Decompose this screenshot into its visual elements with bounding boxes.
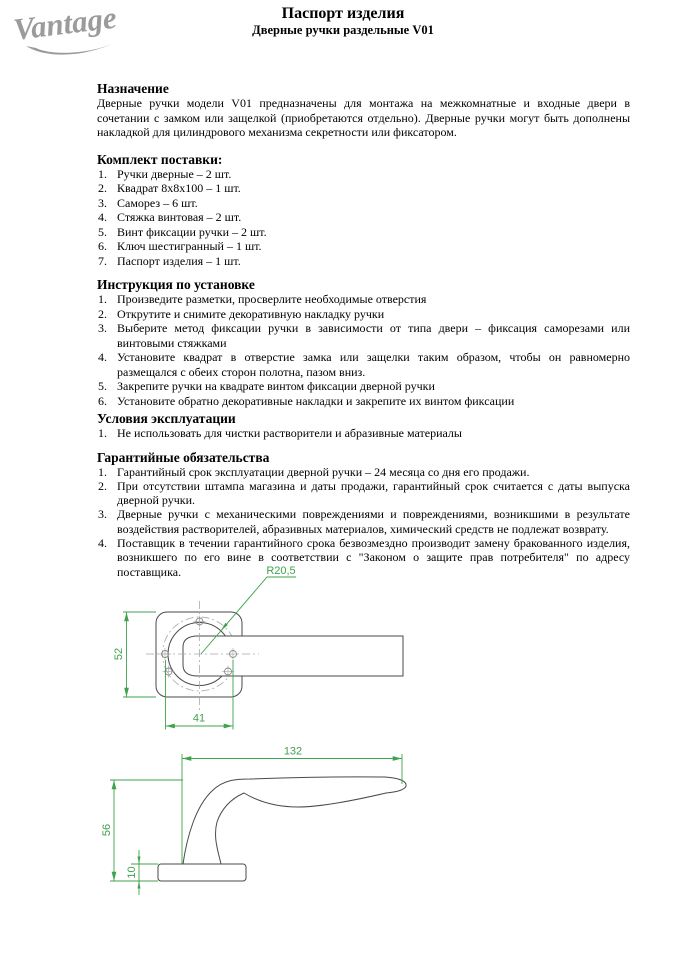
list-item: Паспорт изделия – 1 шт. [117, 253, 241, 268]
list-item: Установите квадрат в отверстие замка или защелки таким образом, чтобы он равномерно размещался с обеих сторон полотна, пазом вниз. [117, 350, 630, 379]
page-subtitle: Дверные ручки раздельные V01 [252, 23, 434, 37]
lever-outline-side [183, 777, 406, 864]
section-heading-purpose: Назначение [97, 81, 169, 96]
list-item: Винт фиксации ручки – 2 шт. [117, 224, 267, 239]
dimension-label-radius: R20,5 [266, 565, 296, 577]
list-item: Поставщик в течении гарантийного срока безвозмездно производит замену бракованного изделия, возникшего по его вине в соответствии с "Законом о защите прав потребителя" по адресу поставщика. [117, 535, 630, 579]
list-item: Дверные ручки с механическими повреждениями и повреждениями, возникшими в результате воздействия растворителей, абразивных материалов, химический средств не подлежат возврату. [117, 507, 630, 536]
purpose-text: Дверные ручки модели V01 предназначены для монтажа на межкомнатные и входные двери в сочетании с замком или защелкой (приобретаются отдельно). Дверные ручки могут быть дополнены накладкой для цилиндрового механизма секретности или фиксатором. [97, 96, 630, 139]
list-item: Ключ шестигранный – 1 шт. [117, 239, 262, 253]
dimension-52 [113, 612, 156, 697]
list-item: Установите обратно декоративные накладки и закрепите их винтом фиксации [117, 393, 515, 408]
drawing-side-view [101, 746, 406, 896]
dimension-label-52: 52 [113, 647, 125, 661]
list-item: Стяжка винтовая – 2 шт. [117, 210, 242, 224]
list-item: Выберите метод фиксации ручки в зависимости от типа двери – фиксация саморезами или винтовыми стяжками [117, 321, 630, 350]
list-item: Ручки дверные – 2 шт. [117, 166, 232, 181]
dimension-label-56: 56 [101, 823, 113, 837]
dim-arrow-outside [138, 857, 141, 865]
lever-outline-top [183, 636, 403, 676]
list-item: Закрепите ручки на квадрате винтом фиксации дверной ручки [117, 379, 435, 393]
vantage-logo-text: Vantage [12, 4, 119, 47]
dimension-label-132: 132 [283, 745, 303, 758]
list-item: Произведите разметки, просверлите необходимые отверстия [117, 292, 427, 306]
section-heading-usage: Условия эксплуатации [97, 411, 236, 426]
list-item: Квадрат 8х8х100 – 1 шт. [117, 181, 241, 195]
list-item: Не использовать для чистки растворители и абразивные материалы [117, 426, 462, 440]
dimension-label-41: 41 [192, 712, 206, 725]
list-item: При отсутствии штампа магазина и даты продажи, гарантийный срок считается с даты выпуска дверной ручки. [117, 478, 630, 508]
section-heading-kit: Комплект поставки: [97, 151, 223, 167]
rose-base-outline [158, 864, 246, 881]
drawing-top-view [113, 565, 403, 730]
dim-arrow-outside [138, 881, 141, 889]
section-heading-install: Инструкция по установке [97, 277, 255, 292]
page-title: Паспорт изделия [281, 5, 405, 22]
dimension-label-10: 10 [126, 866, 138, 879]
list-item: Гарантийный срок эксплуатации дверной ручки – 24 месяца со дня его продажи. [117, 464, 530, 479]
section-heading-warranty: Гарантийные обязательства [97, 449, 270, 465]
list-item: Открутите и снимите декоративную накладку ручки [117, 306, 385, 321]
list-item: Саморез – 6 шт. [117, 195, 198, 210]
dimension-10 [126, 850, 158, 895]
